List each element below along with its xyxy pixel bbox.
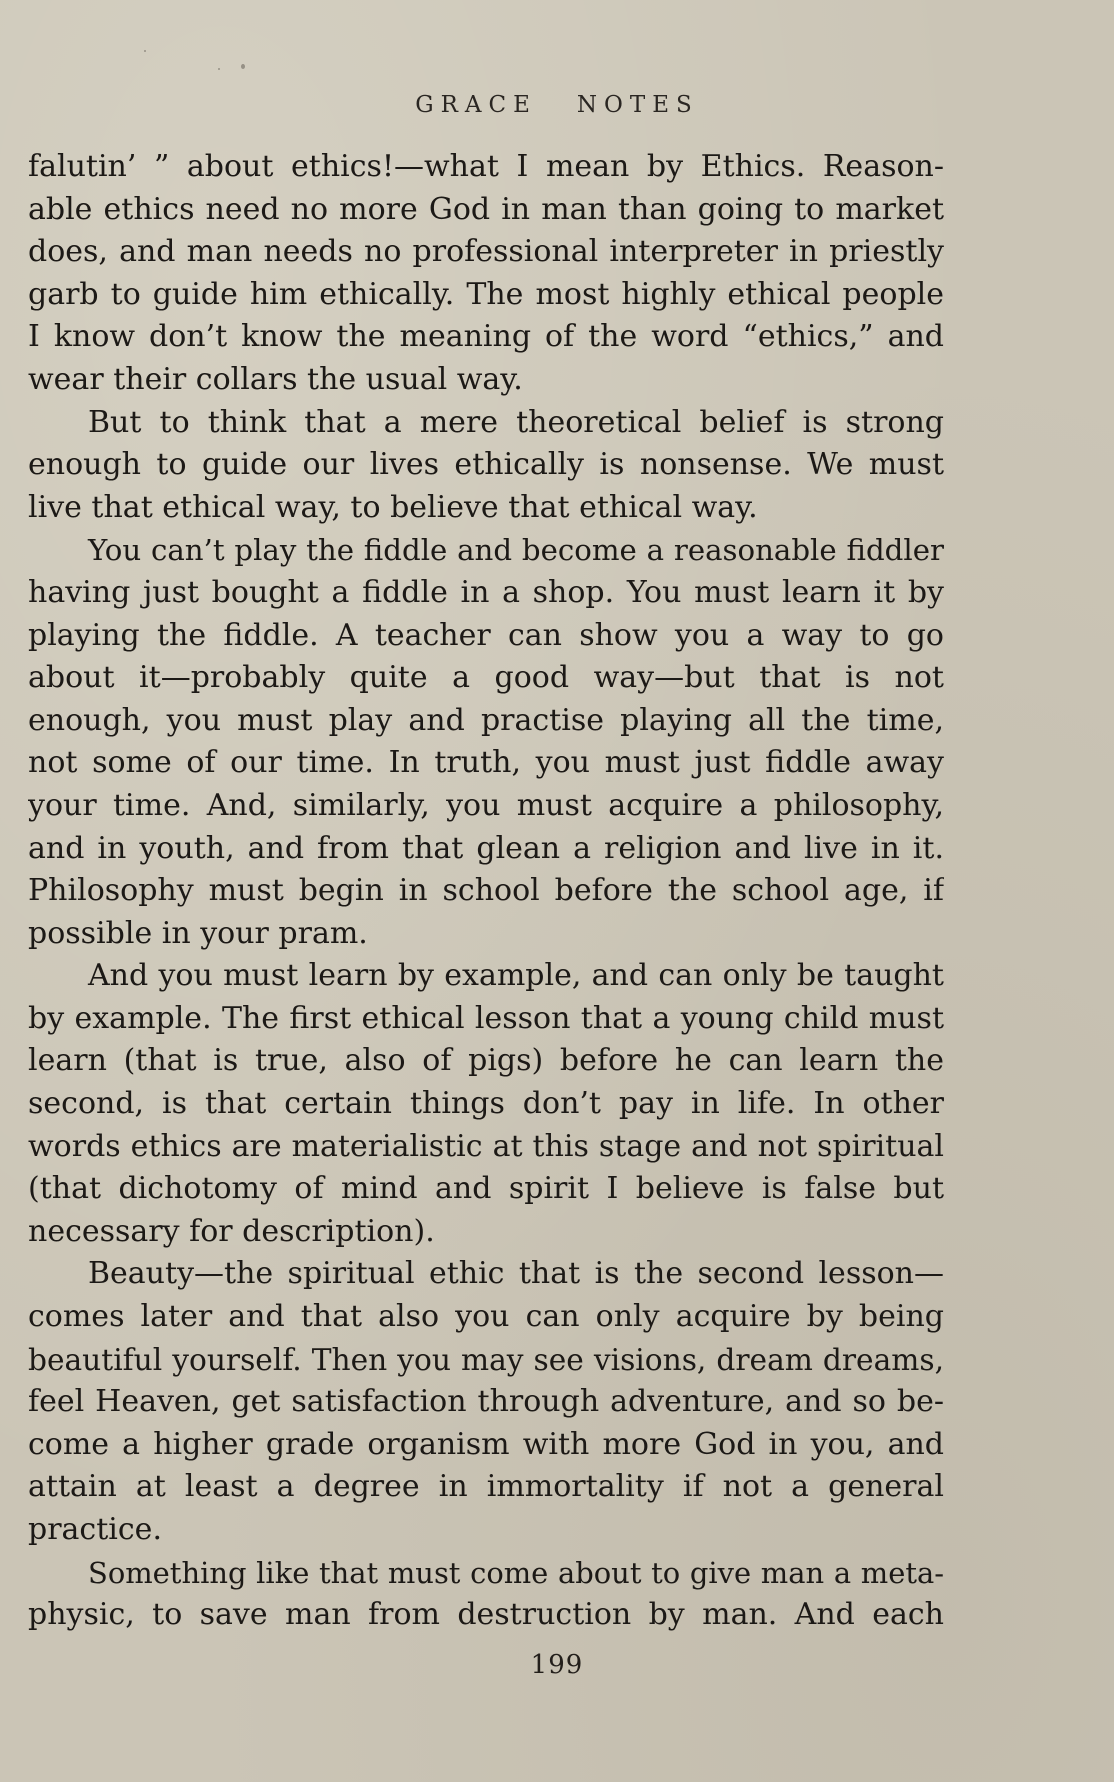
text-line: by example. The first ethical lesson that a young child must <box>28 1000 944 1036</box>
text-line: feel Heaven, get satisfaction through adventure, and so be- <box>28 1384 944 1420</box>
text-line: does, and man needs no professional interpreter in priestly <box>28 234 944 270</box>
text-line: attain at least a degree in immortality if not a general <box>28 1469 944 1505</box>
text-line: enough, you must play and practise playing all the time, <box>28 702 944 738</box>
text-line: practice. <box>28 1512 162 1547</box>
text-line: enough to guide our lives ethically is nonsense. We must <box>28 447 944 483</box>
text-line: words ethics are materialistic at this stage and not spiritual <box>28 1128 944 1164</box>
text-line: Something like that must come about to give man a meta- <box>88 1555 944 1590</box>
text-line: physic, to save man from destruction by man. And each <box>28 1597 944 1633</box>
text-line: possible in your pram. <box>28 915 368 951</box>
running-head-word: NOTES <box>576 92 699 118</box>
ink-speck <box>218 68 220 70</box>
text-line: Philosophy must begin in school before the school age, if <box>28 873 944 909</box>
text-line: not some of our time. In truth, you must just fiddle away <box>28 745 944 781</box>
text-line: Beauty—the spiritual ethic that is the second lesson— <box>88 1256 944 1292</box>
text-line: playing the fiddle. A teacher can show you a way to go <box>28 617 944 653</box>
text-line: But to think that a mere theoretical belief is strong <box>88 404 944 440</box>
text-line: necessary for description). <box>28 1213 435 1249</box>
body-text <box>28 146 944 1637</box>
text-line: (that dichotomy of mind and spirit I believe is false but <box>28 1171 944 1207</box>
text-line: You can’t play the fiddle and become a reasonable fiddler <box>88 533 944 568</box>
text-line: about it—probably quite a good way—but that is not <box>28 660 944 696</box>
running-head-word: GRACE <box>415 92 537 118</box>
text-line: able ethics need no more God in man than going to market <box>28 191 944 227</box>
text-line: live that ethical way, to believe that ethical way. <box>28 489 758 525</box>
ink-speck <box>241 64 245 69</box>
text-line: come a higher grade organism with more God in you, and <box>28 1426 944 1462</box>
text-line: And you must learn by example, and can only be taught <box>88 958 944 994</box>
text-line: garb to guide him ethically. The most highly ethical people <box>28 276 944 312</box>
running-head <box>0 92 1114 118</box>
text-line: having just bought a fiddle in a shop. You must learn it by <box>28 574 944 610</box>
text-line: learn (that is true, also of pigs) before he can learn the <box>28 1043 944 1079</box>
text-line: wear their collars the usual way. <box>28 361 523 397</box>
text-line: comes later and that also you can only acquire by being <box>28 1299 944 1335</box>
text-line: I know don’t know the meaning of the word “ethics,” and <box>28 319 944 355</box>
text-line: your time. And, similarly, you must acquire a philosophy, <box>28 787 944 823</box>
text-line: and in youth, and from that glean a religion and live in it. <box>28 830 944 866</box>
text-line: beautiful yourself. Then you may see visions, dream dreams, <box>28 1341 944 1377</box>
text-line: falutin’ ” about ethics!—what I mean by Ethics. Reason- <box>28 149 944 184</box>
text-line: second, is that certain things don’t pay in life. In other <box>28 1086 944 1122</box>
page-number: 199 <box>530 1650 584 1680</box>
ink-speck <box>144 50 146 52</box>
